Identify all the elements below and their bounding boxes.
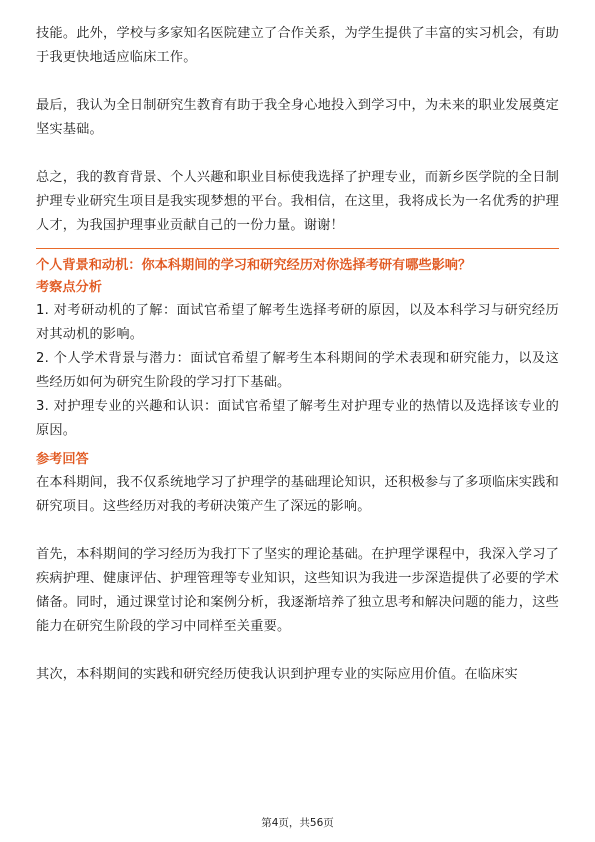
page-content bbox=[36, 22, 559, 687]
analysis-item-3: 3. 对护理专业的兴趣和认识：面试官希望了解考生对护理专业的热情以及选择该专业的原因。 bbox=[36, 399, 559, 438]
page-number: 第4页，共56页 bbox=[261, 817, 334, 829]
paragraph-skills: 技能。此外，学校与多家知名医院建立了合作关系，为学生提供了丰富的实习机会，有助于我更快地适应临床工作。 bbox=[36, 26, 559, 65]
analysis-item-2: 2. 个人学术背景与潜力：面试官希望了解考生本科期间的学术表现和研究能力，以及这些经历如何为研究生阶段的学习打下基础。 bbox=[36, 351, 559, 390]
analysis-title: 考察点分析 bbox=[36, 280, 102, 295]
question-heading: 个人背景和动机：你本科期间的学习和研究经历对你选择考研有哪些影响？ bbox=[36, 258, 472, 273]
paragraph-finally: 最后，我认为全日制研究生教育有助于我全身心地投入到学习中，为未来的职业发展奠定坚实基础。 bbox=[36, 98, 559, 137]
answer-paragraph-1: 在本科期间，我不仅系统地学习了护理学的基础理论知识，还积极参与了多项临床实践和研究项目。这些经历对我的考研决策产生了深远的影响。 bbox=[36, 475, 559, 514]
analysis-item-1: 1. 对考研动机的了解：面试官希望了解考生选择考研的原因，以及本科学习与研究经历对其动机的影响。 bbox=[36, 303, 559, 342]
answer-paragraph-2: 首先，本科期间的学习经历为我打下了坚实的理论基础。在护理学课程中，我深入学习了疾病护理、健康评估、护理管理等专业知识，这些知识为我进一步深造提供了必要的学术储备。同时，通过课堂讨论和案例分析，我逐渐培养了独立思考和解决问题的能力，这些能力在研究生阶段的学习中同样至关重要。 bbox=[36, 547, 559, 634]
answer-paragraph-3: 其次，本科期间的实践和研究经历使我认识到护理专业的实际应用价值。在临床实 bbox=[36, 667, 518, 682]
section-divider bbox=[36, 248, 559, 249]
answer-title: 参考回答 bbox=[36, 452, 89, 467]
paragraph-conclusion: 总之，我的教育背景、个人兴趣和职业目标使我选择了护理专业，而新乡医学院的全日制护理专业研究生项目是我实现梦想的平台。我相信，在这里，我将成长为一名优秀的护理人才，为我国护理事业贡献自己的一份力量。谢谢！ bbox=[36, 170, 559, 233]
